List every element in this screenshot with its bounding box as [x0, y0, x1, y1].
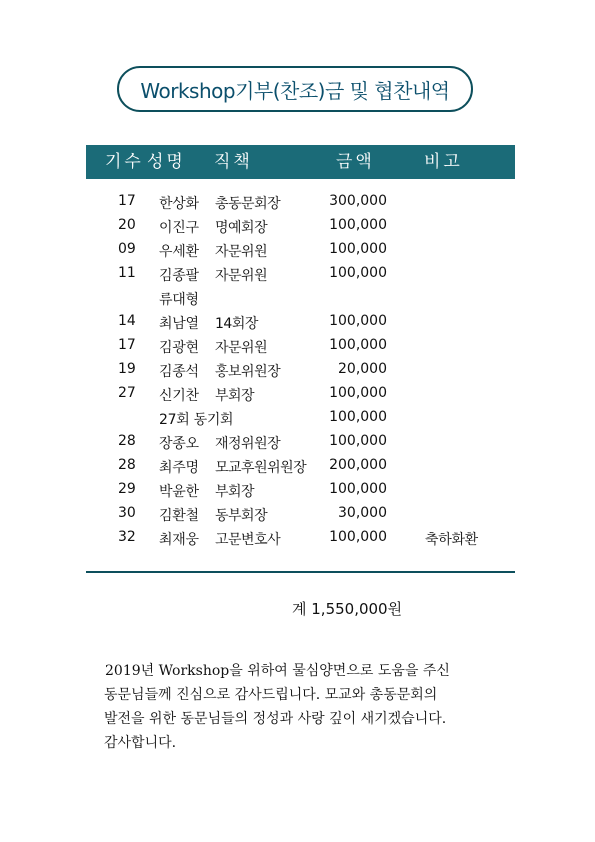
table-row: [0, 430, 595, 454]
row-position: 부회장: [215, 484, 255, 500]
row-name: 최주명: [159, 460, 199, 476]
row-position: 자문위원: [215, 244, 268, 260]
donation-table-body: [0, 190, 595, 550]
row-name: 최남열: [159, 316, 199, 332]
table-row: [0, 502, 595, 526]
header-name: 성명: [147, 152, 186, 172]
row-generation: 20: [118, 217, 136, 233]
row-position: 재정위원장: [215, 436, 281, 452]
header-generation: 기수: [105, 152, 144, 172]
message-line: 감사합니다.: [104, 735, 177, 751]
row-position: 총동문회장: [215, 196, 281, 212]
row-name: 27회 동기회: [159, 412, 234, 428]
row-amount: 100,000: [329, 265, 387, 281]
row-amount: 300,000: [329, 193, 387, 209]
row-generation: 11: [118, 265, 136, 281]
row-generation: 17: [118, 337, 136, 353]
row-name: 최재웅: [159, 532, 199, 548]
table-bottom-rule: [86, 571, 515, 573]
row-name: 김광현: [159, 340, 199, 356]
row-amount: 20,000: [338, 361, 387, 377]
title-box: [117, 66, 473, 112]
row-generation: 14: [118, 313, 136, 329]
total-amount: 계 1,550,000원: [292, 600, 403, 618]
row-name: 신기찬: [159, 388, 199, 404]
row-position: 부회장: [215, 388, 255, 404]
row-position: 홍보위원장: [215, 364, 281, 380]
row-position: 명예회장: [215, 220, 268, 236]
row-generation: 28: [118, 433, 136, 449]
table-row: [0, 310, 595, 334]
row-amount: 100,000: [329, 241, 387, 257]
row-generation: 19: [118, 361, 136, 377]
header-note: 비고: [424, 152, 463, 172]
table-row: [0, 526, 595, 550]
header-amount: 금액: [336, 152, 375, 172]
row-generation: 32: [118, 529, 136, 545]
table-row: [0, 382, 595, 406]
row-amount: 100,000: [329, 481, 387, 497]
table-row: [0, 454, 595, 478]
row-name: 박윤한: [159, 484, 199, 500]
row-name: 한상화: [159, 196, 199, 212]
row-position: 동부회장: [215, 508, 268, 524]
row-name: 김종팔: [159, 268, 199, 284]
thank-you-message: [104, 659, 514, 755]
table-row: [0, 262, 595, 286]
row-position: 자문위원: [215, 268, 268, 284]
row-position: 모교후원위원장: [215, 460, 307, 476]
row-amount: 100,000: [329, 409, 387, 425]
row-name: 김환철: [159, 508, 199, 524]
row-amount: 100,000: [329, 217, 387, 233]
table-row: [0, 334, 595, 358]
document-title: Workshop기부(찬조)금 및 협찬내역: [140, 78, 450, 103]
row-amount: 200,000: [329, 457, 387, 473]
row-generation: 09: [118, 241, 136, 257]
row-generation: 27: [118, 385, 136, 401]
row-amount: 100,000: [329, 313, 387, 329]
table-header: [86, 145, 515, 179]
table-row: [0, 478, 595, 502]
table-row: [0, 238, 595, 262]
row-amount: 30,000: [338, 505, 387, 521]
row-position: 고문변호사: [215, 532, 281, 548]
row-amount: 100,000: [329, 337, 387, 353]
row-generation: 17: [118, 193, 136, 209]
row-name: 이진구: [159, 220, 199, 236]
table-row: [0, 358, 595, 382]
row-amount: 100,000: [329, 529, 387, 545]
row-generation: 28: [118, 457, 136, 473]
row-name: 장종오: [159, 436, 199, 452]
table-row: [0, 214, 595, 238]
table-row: [0, 286, 595, 310]
row-name: 우세환: [159, 244, 199, 260]
row-generation: 30: [118, 505, 136, 521]
table-row: [0, 406, 595, 430]
row-position: 14회장: [215, 316, 258, 332]
row-amount: 100,000: [329, 433, 387, 449]
row-name: 류대형: [159, 292, 199, 308]
header-position: 직책: [214, 152, 253, 172]
message-line: 동문님들께 진심으로 감사드립니다. 모교와 총동문회의: [104, 687, 438, 703]
message-line: 2019년 Workshop을 위하여 물심양면으로 도움을 주신: [105, 663, 450, 679]
row-amount: 100,000: [329, 385, 387, 401]
row-generation: 29: [118, 481, 136, 497]
row-note: 축하화환: [425, 532, 478, 548]
table-row: [0, 190, 595, 214]
row-name: 김종석: [159, 364, 199, 380]
message-line: 발전을 위한 동문님들의 정성과 사랑 깊이 새기겠습니다.: [104, 711, 447, 727]
row-position: 자문위원: [215, 340, 268, 356]
